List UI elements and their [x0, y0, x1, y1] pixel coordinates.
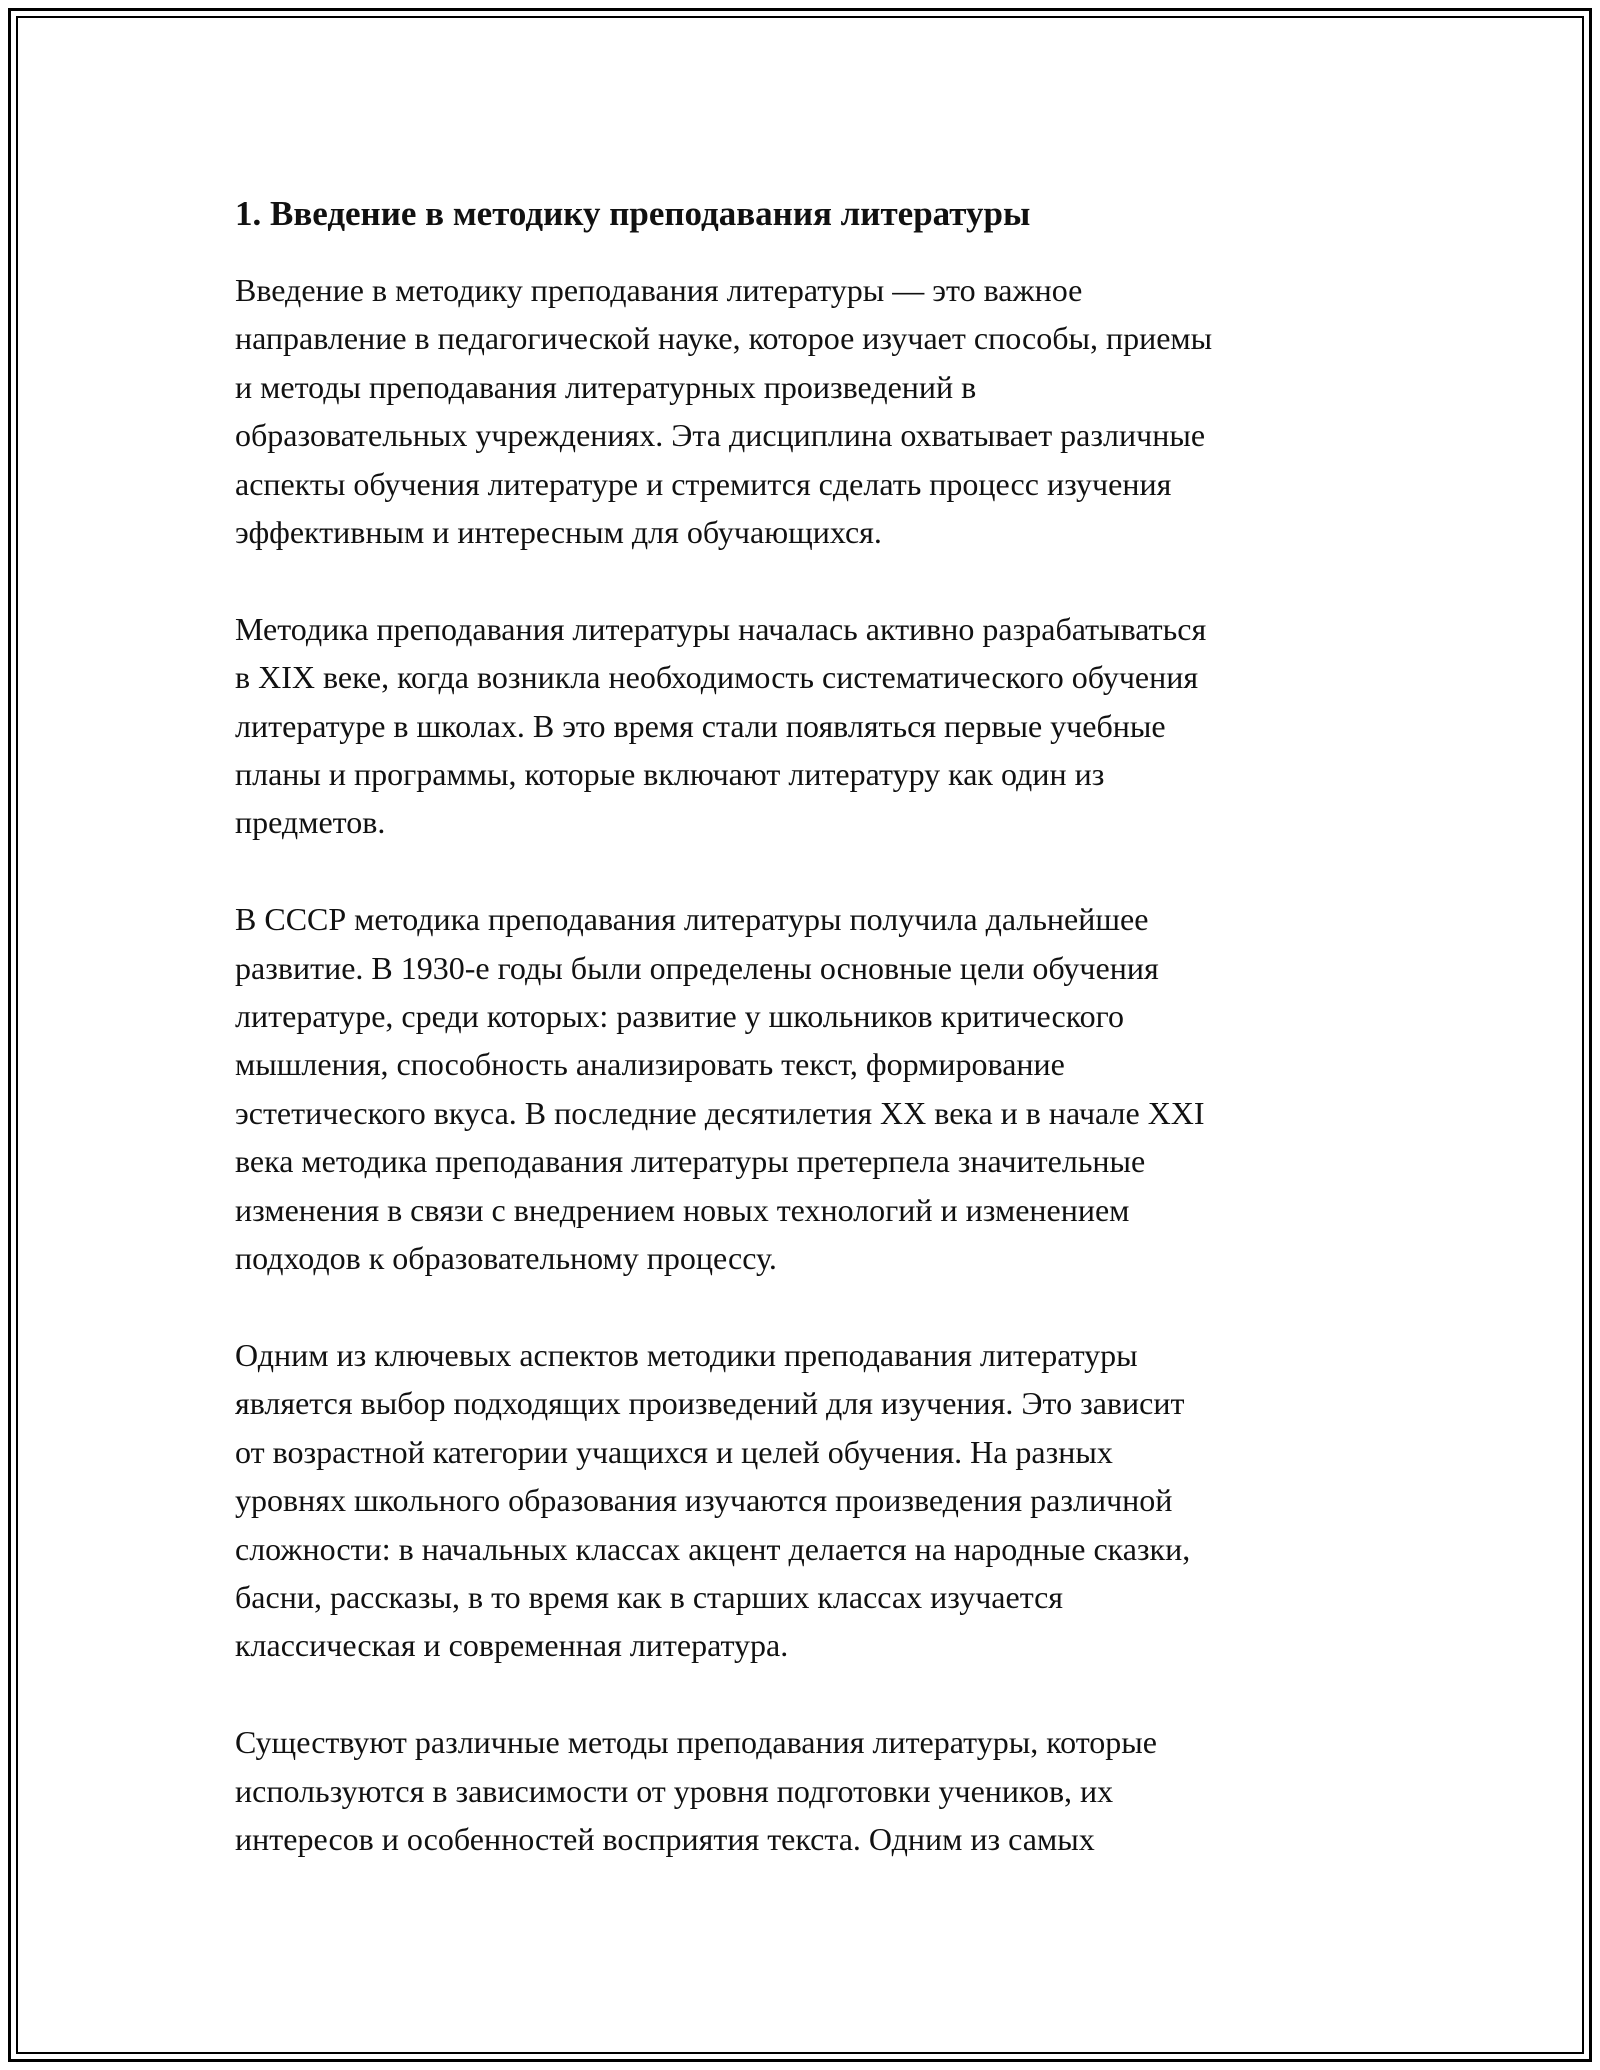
paragraph-line: предметов. [235, 804, 386, 841]
paragraph-line: басни, рассказы, в то время как в старших классах изучается [235, 1578, 1063, 1615]
paragraph [235, 1718, 1375, 1863]
paragraph-list [235, 266, 1375, 1863]
paragraph-line: в XIX веке, когда возникла необходимость систематического обучения [235, 659, 1199, 696]
paragraph [235, 605, 1375, 847]
paragraph-line: мышления, способность анализировать текст, формирование [235, 1046, 1065, 1083]
paragraph-line: классическая и современная литература. [235, 1627, 789, 1664]
paragraph-line: подходов к образовательному процессу. [235, 1240, 777, 1277]
paragraph-line: изменения в связи с внедрением новых технологий и изменением [235, 1191, 1130, 1228]
paragraph-line: века методика преподавания литературы претерпела значительные [235, 1143, 1146, 1180]
paragraph-line: Методика преподавания литературы началась активно разрабатываться [235, 610, 1207, 647]
paragraph-line: литературе в школах. В это время стали появляться первые учебные [235, 707, 1166, 744]
document-body [235, 190, 1375, 1863]
paragraph-line: Одним из ключевых аспектов методики преподавания литературы [235, 1336, 1138, 1373]
paragraph-line: Существуют различные методы преподавания литературы, которые [235, 1724, 1157, 1761]
paragraph-line: образовательных учреждениях. Эта дисциплина охватывает различные [235, 417, 1206, 454]
paragraph [235, 1331, 1375, 1670]
section-heading: 1. Введение в методику преподавания литературы [235, 194, 1031, 233]
paragraph-line: аспекты обучения литературе и стремится сделать процесс изучения [235, 465, 1172, 502]
paragraph-line: литературе, среди которых: развитие у школьников критического [235, 998, 1124, 1035]
paragraph-line: В СССР методика преподавания литературы получила дальнейшее [235, 901, 1149, 938]
paragraph [235, 895, 1375, 1282]
paragraph-line: и методы преподавания литературных произведений в [235, 368, 977, 405]
paragraph-line: направление в педагогической науке, которое изучает способы, приемы [235, 320, 1213, 357]
paragraph-line: эффективным и интересным для обучающихся. [235, 514, 882, 551]
paragraph [235, 266, 1375, 556]
paragraph-line: сложности: в начальных классах акцент делается на народные сказки, [235, 1530, 1191, 1567]
paragraph-line: планы и программы, которые включают литературу как один из [235, 756, 1105, 793]
paragraph-line: используются в зависимости от уровня подготовки учеников, их [235, 1772, 1114, 1809]
paragraph-line: является выбор подходящих произведений для изучения. Это зависит [235, 1385, 1185, 1422]
paragraph-line: развитие. В 1930-е годы были определены основные цели обучения [235, 949, 1159, 986]
paragraph-line: уровнях школьного образования изучаются произведения различной [235, 1482, 1173, 1519]
paragraph-line: Введение в методику преподавания литературы — это важное [235, 272, 1083, 308]
paragraph-line: эстетического вкуса. В последние десятилетия XX века и в начале XXI [235, 1094, 1205, 1131]
paragraph-line: интересов и особенностей восприятия текста. Одним из самых [235, 1820, 1095, 1857]
paragraph-line: от возрастной категории учащихся и целей обучения. На разных [235, 1433, 1113, 1470]
